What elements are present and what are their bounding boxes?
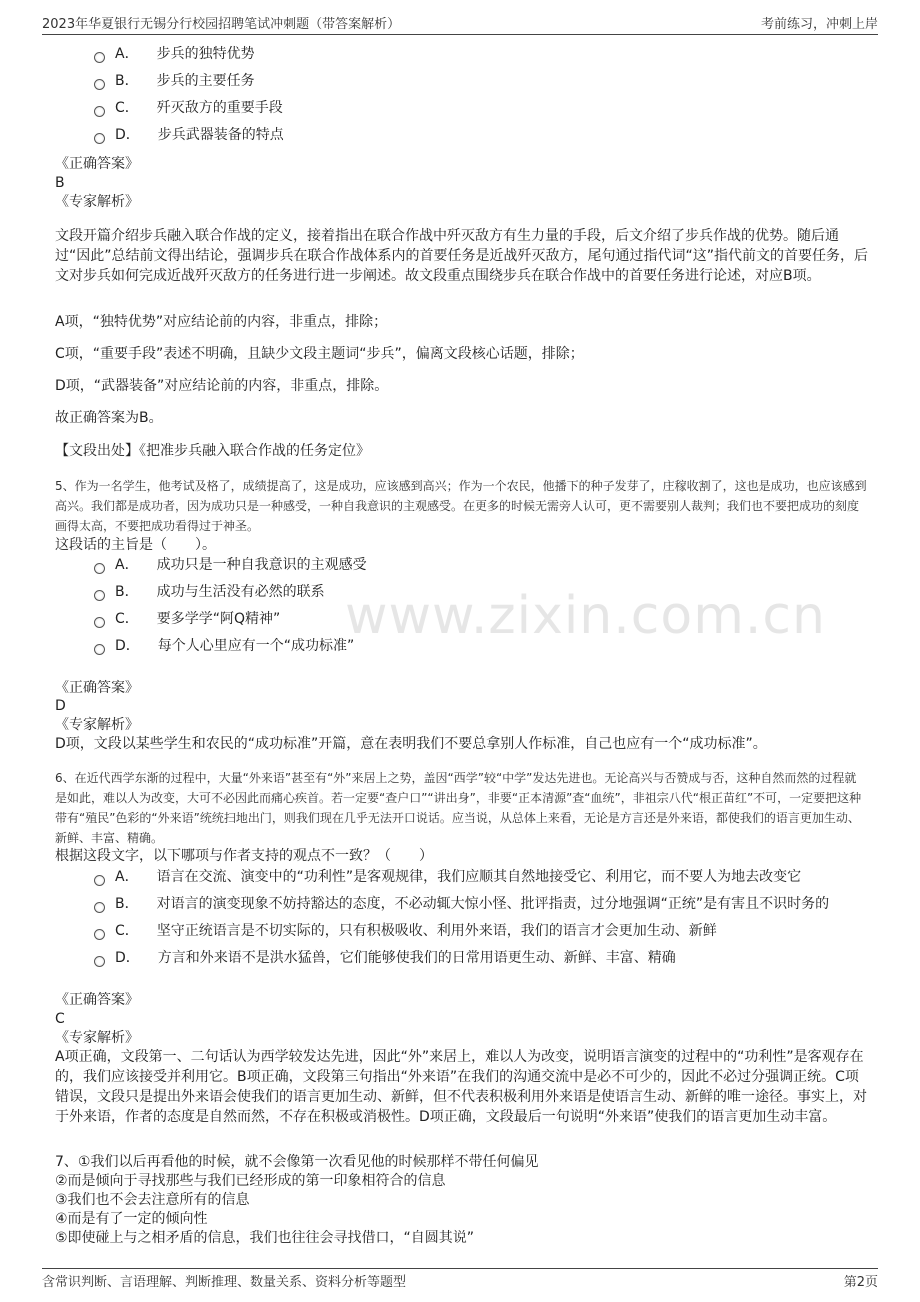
radio-icon[interactable]	[94, 563, 105, 574]
option-text: 语言在交流、演变中的“功利性”是客观规律，我们应顺其自然地接受它、利用它，而不要人为地去改变它	[156, 869, 802, 885]
option-letter: B．	[115, 896, 139, 912]
q7-line-2: ②而是倾向于寻找那些与我们已经形成的第一印象相符合的信息	[55, 1173, 446, 1189]
option-letter: D．	[115, 638, 140, 654]
page-number: 第2页	[843, 1274, 878, 1290]
option-text: 歼灭敌方的重要手段	[156, 100, 283, 116]
q5-option-a[interactable]	[94, 555, 367, 575]
document-title: 2023年华夏银行无锡分行校园招聘笔试冲刺题（带答案解析）	[42, 16, 401, 32]
q5-analysis: D项，文段以某些学生和农民的“成功标准”开篇，意在表明我们不要总拿别人作标准，自己也应有一个“成功标准”。	[55, 736, 767, 752]
q4-conclusion: 故正确答案为B。	[55, 410, 163, 426]
q4-option-c[interactable]	[94, 98, 283, 118]
option-text: 成功只是一种自我意识的主观感受	[156, 557, 367, 573]
radio-icon[interactable]	[94, 52, 105, 63]
q6-stem: 6、在近代西学东渐的过程中，大量“外来语”甚至有“外”来居上之势，盖因“西学”较“中学”发达先进也。无论高兴与否赞成与否，这种自然而然的过程就是如此，难以人为改变，大可不必因此而痛心疾首。若一定要“查户口”“讲出身”，非要“正本清源”查“血统”，非祖宗八代“根正苗红”不可，一定要把这种带有“殖民”色彩的“外来语”统统扫地出门，则我们现在几乎无法开口说话。应当说，从总体上来看，无论是方言还是外来语，都使我们的语言更加生动、新鲜、丰富、精确。	[55, 771, 862, 845]
radio-icon[interactable]	[94, 617, 105, 628]
q4-option-d[interactable]	[94, 125, 284, 145]
q4-note-c: C项，“重要手段”表述不明确，且缺少文段主题词“步兵”，偏离文段核心话题，排除；	[55, 346, 584, 362]
radio-icon[interactable]	[94, 590, 105, 601]
option-letter: B．	[115, 73, 139, 89]
q6-option-b[interactable]	[94, 894, 829, 914]
q6-analysis: A项正确，文段第一、二句话认为西学较发达先进，因此“外”来居上，难以人为改变，说明语言演变的过程中的“功利性”是客观存在的，我们应该接受并利用它。B项正确，文段第三句指出“外来语”在我们的沟通交流中是必不可少的，因此不必过分强调正统。C项错误，文段只是提出外来语会使我们的语言更加生动、新鲜，但不代表积极利用外来语是使语言生动、新鲜的唯一途径。事实上，对于外来语，作者的态度是自然而然，不存在积极或消极性。D项正确，文段最后一句说明“外来语”使我们的语言更加生动丰富。	[55, 1049, 867, 1125]
q4-analysis-label: 《专家解析》	[55, 194, 139, 210]
option-letter: A．	[115, 46, 139, 62]
q5-option-c[interactable]	[94, 609, 280, 629]
radio-icon[interactable]	[94, 106, 105, 117]
option-letter: D．	[115, 950, 140, 966]
q6-option-d[interactable]	[94, 948, 676, 968]
q4-source: 【文段出处】《把准步兵融入联合作战的任务定位》	[55, 443, 370, 459]
q7-line-3: ③我们也不会去注意所有的信息	[55, 1192, 250, 1208]
header-slogan: 考前练习，冲刺上岸	[760, 16, 878, 32]
q5-option-b[interactable]	[94, 582, 325, 602]
q5-stem: 5、作为一名学生，他考试及格了，成绩提高了，这是成功，应该感到高兴；作为一个农民，他播下的种子发芽了，庄稼收割了，这也是成功，也应该感到高兴。我们都是成功者，因为成功只是一种感受，一种自我意识的主观感受。在更多的时候无需旁人认可，更不需要别人裁判；我们也不要把成功的刻度画得太高，不要把成功看得过于神圣。	[55, 479, 867, 533]
option-letter: C．	[115, 611, 139, 627]
q7-line-1: 7、①我们以后再看他的时候，就不会像第一次看见他的时候那样不带任何偏见	[55, 1154, 539, 1170]
q5-answer: D	[55, 698, 66, 714]
option-text: 方言和外来语不是洪水猛兽，它们能够使我们的日常用语更生动、新鲜、丰富、精确	[157, 950, 676, 966]
option-letter: C．	[115, 923, 139, 939]
option-text: 对语言的演变现象不妨持豁达的态度，不必动辄大惊小怪、批评指责，过分地强调“正统”是有害且不识时务的	[156, 896, 830, 912]
watermark: www.zixin.com.cn	[345, 586, 826, 646]
footer-topics: 含常识判断、言语理解、判断推理、数量关系、资料分析等题型	[42, 1274, 407, 1290]
q5-question: 这段话的主旨是（ ）。	[55, 537, 216, 553]
option-letter: D．	[115, 127, 140, 143]
q6-question: 根据这段文字，以下哪项与作者支持的观点不一致？（ ）	[55, 848, 433, 864]
q4-note-a: A项，“独特优势”对应结论前的内容，非重点，排除；	[55, 314, 388, 330]
option-text: 成功与生活没有必然的联系	[156, 584, 325, 600]
radio-icon[interactable]	[94, 875, 105, 886]
q5-answer-label: 《正确答案》	[55, 680, 139, 696]
option-letter: A．	[115, 869, 139, 885]
q4-option-a[interactable]	[94, 44, 255, 64]
radio-icon[interactable]	[94, 929, 105, 940]
q6-answer-label: 《正确答案》	[55, 992, 139, 1008]
q6-option-a[interactable]	[94, 867, 801, 887]
q4-option-b[interactable]	[94, 71, 255, 91]
option-text: 步兵武器装备的特点	[157, 127, 284, 143]
option-text: 步兵的主要任务	[156, 73, 255, 89]
option-text: 坚守正统语言是不切实际的，只有积极吸收、利用外来语，我们的语言才会更加生动、新鲜	[156, 923, 717, 939]
q4-answer-label: 《正确答案》	[55, 156, 139, 172]
q6-answer: C	[55, 1011, 65, 1027]
option-letter: A．	[115, 557, 139, 573]
q6-analysis-label: 《专家解析》	[55, 1030, 139, 1046]
q6-option-c[interactable]	[94, 921, 717, 941]
option-text: 每个人心里应有一个“成功标准”	[157, 638, 355, 654]
option-text: 步兵的独特优势	[156, 46, 255, 62]
page-header	[42, 10, 878, 35]
q4-answer: B	[55, 175, 65, 191]
q4-note-d: D项，“武器装备”对应结论前的内容，非重点，排除。	[55, 378, 389, 394]
radio-icon[interactable]	[94, 644, 105, 655]
option-letter: C．	[115, 100, 139, 116]
radio-icon[interactable]	[94, 902, 105, 913]
q7-line-4: ④而是有了一定的倾向性	[55, 1211, 208, 1227]
radio-icon[interactable]	[94, 956, 105, 967]
q4-analysis: 文段开篇介绍步兵融入联合作战的定义，接着指出在联合作战中歼灭敌方有生力量的手段，后文介绍了步兵作战的优势。随后通过“因此”总结前文得出结论，强调步兵在联合作战体系内的首要任务是近战歼灭敌方，尾句通过指代词“这”指代前文的首要任务，后文对步兵如何完成近战歼灭敌方的任务进行进一步阐述。故文段重点围绕步兵在联合作战中的首要任务进行论述，对应B项。	[55, 228, 869, 284]
q7-line-5: ⑤即使碰上与之相矛盾的信息，我们也往往会寻找借口，“自圆其说”	[55, 1230, 475, 1246]
option-text: 要多学学“阿Q精神”	[156, 611, 281, 627]
q5-option-d[interactable]	[94, 636, 354, 656]
radio-icon[interactable]	[94, 79, 105, 90]
option-letter: B．	[115, 584, 139, 600]
q5-analysis-label: 《专家解析》	[55, 717, 139, 733]
page-footer	[42, 1268, 878, 1291]
radio-icon[interactable]	[94, 133, 105, 144]
